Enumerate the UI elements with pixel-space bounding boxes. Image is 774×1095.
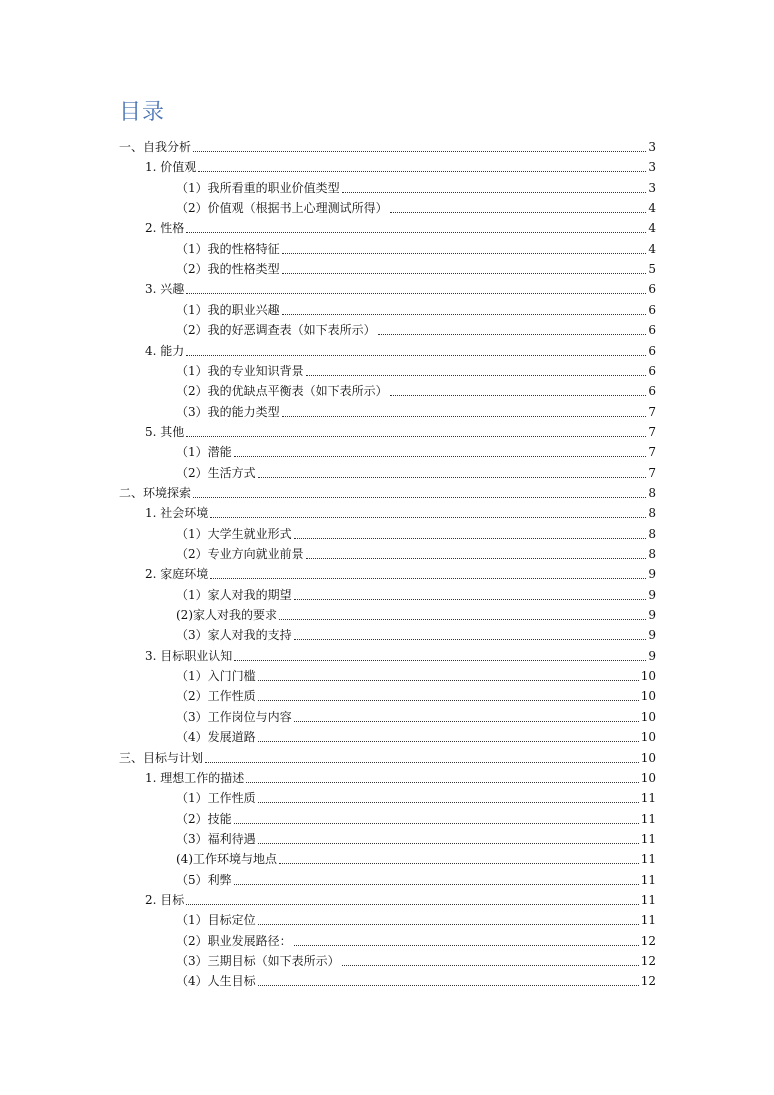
toc-page-number: 11 <box>640 913 656 928</box>
toc-page-number: 9 <box>648 567 656 582</box>
toc-page-number: 7 <box>648 445 656 460</box>
toc-entry[interactable] <box>145 341 656 361</box>
toc-entry[interactable] <box>176 544 656 564</box>
toc-page-number: 8 <box>648 506 656 521</box>
toc-entry[interactable] <box>176 707 656 727</box>
toc-dot-leader <box>258 680 639 681</box>
toc-dot-leader <box>210 517 646 518</box>
toc-entry[interactable] <box>119 137 656 157</box>
toc-dot-leader <box>198 171 646 172</box>
toc-entry[interactable] <box>176 870 656 890</box>
toc-entry-label: 3. 兴趣 <box>145 282 185 297</box>
toc-dot-leader <box>234 823 639 824</box>
toc-entry-label: 3. 目标职业认知 <box>145 648 233 663</box>
toc-page-number: 11 <box>640 811 656 826</box>
toc-page-number: 11 <box>640 872 656 887</box>
toc-entry[interactable] <box>176 625 656 645</box>
toc-entry[interactable] <box>176 666 656 686</box>
toc-page-number: 8 <box>648 485 656 500</box>
toc-entry[interactable] <box>145 646 656 666</box>
toc-entry-label: （2）工作性质 <box>176 689 256 704</box>
toc-page-number: 12 <box>640 933 656 948</box>
toc-dot-leader <box>258 477 647 478</box>
toc-entry[interactable] <box>176 320 656 340</box>
toc-entry[interactable] <box>176 951 656 971</box>
toc-entry[interactable] <box>176 178 656 198</box>
toc-entry-label: 1. 社会环境 <box>145 506 209 521</box>
toc-page-number: 11 <box>640 852 656 867</box>
toc-dot-leader <box>342 965 639 966</box>
toc-dot-leader <box>186 904 638 905</box>
toc-entry-label: （2）我的性格类型 <box>176 262 280 277</box>
toc-entry[interactable] <box>145 768 656 788</box>
toc-page-number: 12 <box>640 954 656 968</box>
toc-entry-label: （1）目标定位 <box>176 913 256 928</box>
toc-entry[interactable] <box>145 503 656 523</box>
toc-page-number: 3 <box>648 180 656 195</box>
toc-dot-leader <box>246 782 638 783</box>
toc-entry-label: （1）我所看重的职业价值类型 <box>176 180 340 195</box>
toc-dot-leader <box>258 741 639 742</box>
toc-entry-label: （4）发展道路 <box>176 730 256 745</box>
toc-entry[interactable] <box>145 890 656 910</box>
toc-entry[interactable] <box>176 829 656 849</box>
toc-entry[interactable] <box>176 239 656 259</box>
toc-entry-label: 2. 性格 <box>145 221 185 236</box>
toc-dot-leader <box>186 232 646 233</box>
toc-dot-leader <box>186 436 646 437</box>
toc-dot-leader <box>282 253 647 254</box>
toc-dot-leader <box>294 599 647 600</box>
toc-page-number: 10 <box>640 689 656 704</box>
toc-page-number: 11 <box>640 831 656 846</box>
toc-entry[interactable] <box>176 300 656 320</box>
toc-page-number: 6 <box>648 343 656 358</box>
toc-entry-label: (2)家人对我的要求 <box>176 608 277 623</box>
toc-page-number: 12 <box>640 974 656 989</box>
toc-entry-label: （2）我的好恶调查表（如下表所示） <box>176 323 376 338</box>
toc-entry[interactable] <box>145 564 656 584</box>
toc-dot-leader <box>294 721 639 722</box>
toc-page-number: 6 <box>648 282 656 297</box>
toc-entry[interactable] <box>119 748 656 768</box>
toc-page-number: 9 <box>648 648 656 663</box>
toc-dot-leader <box>210 578 646 579</box>
toc-page-number: 10 <box>640 770 656 785</box>
toc-entry-label: （2）专业方向就业前景 <box>176 547 304 561</box>
toc-page-number: 7 <box>648 404 656 419</box>
toc-entry-label: (4)工作环境与地点 <box>176 852 277 867</box>
toc-dot-leader <box>306 558 647 559</box>
toc-entry[interactable] <box>145 218 656 238</box>
toc-page-number: 6 <box>648 323 656 338</box>
toc-page-number: 10 <box>640 730 656 745</box>
toc-page-number: 9 <box>648 628 656 643</box>
toc-entry-label: （4）人生目标 <box>176 974 256 989</box>
toc-dot-leader <box>258 985 639 986</box>
toc-entry[interactable] <box>176 442 656 462</box>
toc-page-number: 8 <box>648 547 656 561</box>
toc-entry[interactable] <box>176 809 656 829</box>
toc-entry[interactable] <box>176 402 656 422</box>
toc-entry-label: （1）我的专业知识背景 <box>176 363 304 378</box>
toc-dot-leader <box>282 416 647 417</box>
toc-dot-leader <box>279 619 646 620</box>
toc-page-number: 4 <box>648 221 656 236</box>
toc-dot-leader <box>258 700 639 701</box>
toc-entry[interactable] <box>176 259 656 279</box>
toc-entry-label: （5）利弊 <box>176 872 232 887</box>
toc-entry-label: （2）生活方式 <box>176 465 256 480</box>
toc-entry[interactable] <box>176 686 656 706</box>
toc-entry-label: 三、目标与计划 <box>119 750 204 765</box>
toc-entry-label: （1）我的职业兴趣 <box>176 302 280 317</box>
toc-entry[interactable] <box>145 157 656 177</box>
toc-entry-label: （2）我的优缺点平衡表（如下表所示） <box>176 384 388 399</box>
toc-dot-leader <box>234 884 639 885</box>
toc-entry[interactable] <box>176 910 656 930</box>
toc-dot-leader <box>282 314 647 315</box>
toc-entry-label: 2. 家庭环境 <box>145 567 209 582</box>
toc-entry[interactable] <box>176 931 656 951</box>
toc-entry-label: （1）我的性格特征 <box>176 241 280 256</box>
toc-page-number: 7 <box>648 424 656 439</box>
toc-entry-label: （2）职业发展路径： <box>176 933 292 948</box>
toc-page-number: 6 <box>648 384 656 399</box>
toc-entry[interactable] <box>176 381 656 401</box>
toc-entry-label: （2）技能 <box>176 811 232 826</box>
toc-entry-label: 一、自我分析 <box>119 140 192 154</box>
toc-entry-label: 4. 能力 <box>145 343 185 358</box>
toc-dot-leader <box>279 863 639 864</box>
toc-entry[interactable] <box>176 463 656 483</box>
toc-entry-label: 2. 目标 <box>145 892 185 907</box>
toc-dot-leader <box>378 334 647 335</box>
toc-page-number: 3 <box>648 140 656 154</box>
toc-entry-label: 1. 价值观 <box>145 160 197 175</box>
toc-entry[interactable] <box>176 585 656 605</box>
toc-entry[interactable] <box>176 727 656 747</box>
toc-entry[interactable] <box>176 849 656 869</box>
toc-entry-label: 5. 其他 <box>145 424 185 439</box>
toc-entry-label: （3）福利待遇 <box>176 831 256 846</box>
toc-page-number: 4 <box>648 201 656 216</box>
toc-entry[interactable] <box>176 788 656 808</box>
toc-page-number: 10 <box>640 669 656 684</box>
toc-entry[interactable] <box>176 971 656 991</box>
toc-page-number: 8 <box>648 526 656 541</box>
toc-title: 目录 <box>119 100 166 125</box>
toc-dot-leader <box>193 151 646 152</box>
toc-dot-leader <box>282 273 647 274</box>
toc-dot-leader <box>258 924 639 925</box>
toc-page-number: 3 <box>648 160 656 175</box>
toc-entry-label: （1）潜能 <box>176 445 232 460</box>
toc-dot-leader <box>306 375 647 376</box>
toc-page-number: 9 <box>648 608 656 623</box>
toc-entry-label: （3）工作岗位与内容 <box>176 709 292 724</box>
toc-dot-leader <box>294 639 647 640</box>
toc-entry[interactable] <box>176 605 656 625</box>
toc-dot-leader <box>234 456 647 457</box>
toc-entry-label: 1. 理想工作的描述 <box>145 770 245 785</box>
toc-dot-leader <box>193 497 646 498</box>
toc-page-number: 11 <box>640 791 656 806</box>
toc-entry[interactable] <box>145 422 656 442</box>
toc-page-number: 6 <box>648 302 656 317</box>
toc-page-number: 10 <box>640 750 656 765</box>
toc-entry-label: （1）工作性质 <box>176 791 256 806</box>
toc-dot-leader <box>258 843 639 844</box>
toc-entry-label: （3）三期目标（如下表所示） <box>176 954 340 968</box>
toc-entry-label: （3）家人对我的支持 <box>176 628 292 643</box>
toc-dot-leader <box>186 293 646 294</box>
toc-entry[interactable] <box>176 524 656 544</box>
toc-entry-label: （1）家人对我的期望 <box>176 587 292 602</box>
toc-dot-leader <box>390 395 647 396</box>
toc-entry-label: 二、环境探索 <box>119 485 192 500</box>
toc-page-number: 11 <box>640 892 656 907</box>
toc-entry[interactable] <box>176 361 656 381</box>
toc-dot-leader <box>205 762 639 763</box>
toc-page-number: 5 <box>648 262 656 277</box>
toc-dot-leader <box>294 945 639 946</box>
toc-page-number: 7 <box>648 465 656 480</box>
toc-page-number: 6 <box>648 363 656 378</box>
toc-dot-leader <box>186 355 646 356</box>
toc-entry[interactable] <box>176 198 656 218</box>
toc-entry-label: （2）价值观（根据书上心理测试所得） <box>176 201 388 216</box>
toc-dot-leader <box>342 192 647 193</box>
toc-entry-label: （1）入门门槛 <box>176 669 256 684</box>
toc-page-number: 4 <box>648 241 656 256</box>
toc-dot-leader <box>234 660 646 661</box>
toc-page-number: 10 <box>640 709 656 724</box>
toc-dot-leader <box>258 802 639 803</box>
toc-entry-label: （1）大学生就业形式 <box>176 526 292 541</box>
toc-page-number: 9 <box>648 587 656 602</box>
toc-dot-leader <box>294 538 647 539</box>
toc-entry[interactable] <box>145 279 656 299</box>
toc-entry[interactable] <box>119 483 656 503</box>
toc-dot-leader <box>390 212 647 213</box>
toc-entry-label: （3）我的能力类型 <box>176 404 280 419</box>
